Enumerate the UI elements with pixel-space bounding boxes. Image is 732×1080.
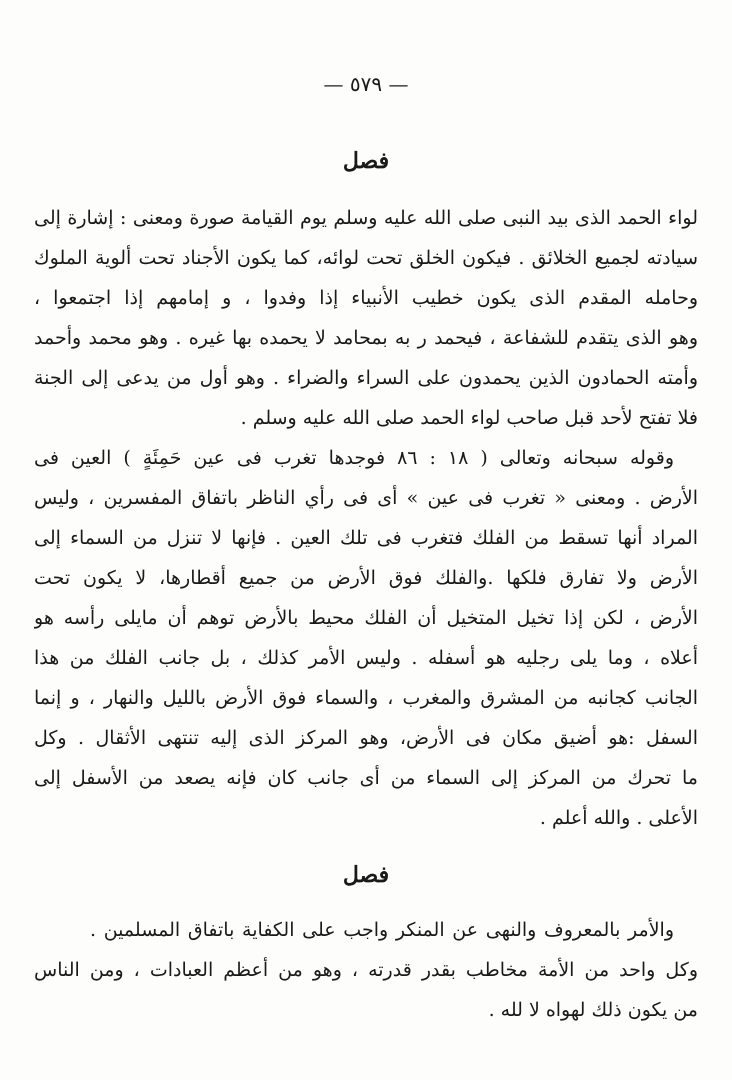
- section-heading: فصل: [342, 862, 390, 888]
- text-line: فلا تفتح لأحد قبل صاحب لواء الحمد صلى الله عليه وسلم .: [240, 407, 698, 429]
- text-line: والأمر بالمعروف والنهى عن المنكر واجب على الكفاية باتفاق المسلمين .: [90, 919, 674, 941]
- text-line: ما تحرك من المركز إلى السماء من أى جانب كان فإنه يصعد من الأسفل إلى: [34, 767, 698, 789]
- text-line: الأعلى . والله أعلم .: [539, 807, 698, 829]
- text-line: المراد أنها تسقط من الفلك فتغرب فى تلك العين . فإنها لا تنزل من السماء إلى: [34, 527, 698, 549]
- text-line: سيادته لجميع الخلائق . فيكون الخلق تحت لوائه، كما يكون الأجناد تحت ألوية الملوك: [34, 247, 698, 269]
- text-line: وهو الذى يتقدم للشفاعة ، فيحمد ر به بمحامد لا يحمده بها غيره . وهو محمد وأحمد: [34, 327, 698, 349]
- text-line: الجانب كجانبه من المشرق والمغرب ، والسماء فوق الأرض بالليل والنهار ، و إنما: [34, 687, 698, 709]
- text-line: وحامله المقدم الذى يكون خطيب الأنبياء إذا وفدوا ، و إمامهم إذا اجتمعوا ،: [34, 287, 698, 309]
- text-line: وكل واحد من الأمة مخاطب بقدر قدرته ، وهو من أعظم العبادات ، ومن الناس: [34, 959, 698, 981]
- text-line: أعلاه ، وما يلى رجليه هو أسفله . وليس الأمر كذلك ، بل جانب الفلك من هذا: [34, 647, 698, 669]
- text-line: الأرض . ومعنى « تغرب فى عين » أى فى رأي الناظر باتفاق المفسرين ، وليس: [34, 487, 698, 509]
- text-line: من يكون ذلك لهواه لا لله .: [488, 999, 698, 1021]
- text-line: وأمته الحمادون الذين يحمدون على السراء والضراء . وهو أول من يدعى إلى الجنة: [34, 367, 698, 389]
- text-line: السفل :هو أضيق مكان فى الأرض، وهو المركز الذى إليه تنتهى الأثقال . وكل: [34, 727, 698, 749]
- section-heading: فصل: [342, 148, 390, 174]
- page-number: — ٥٧٩ —: [323, 72, 409, 96]
- text-line: وقوله سبحانه وتعالى ( ١٨ : ٨٦ فوجدها تغرب فى عين حَمِئَةٍ ) العين فى: [34, 447, 674, 469]
- text-line: الأرض ، لكن إذا تخيل المتخيل أن الفلك محيط بالأرض توهم أن مايلى رأسه هو: [34, 607, 698, 629]
- text-line: لواء الحمد الذى بيد النبى صلى الله عليه وسلم يوم القيامة صورة ومعنى : إشارة إلى: [34, 207, 698, 229]
- text-line: الأرض ولا تفارق فلكها .والفلك فوق الأرض من جميع أقطارها، لا يكون تحت: [34, 567, 698, 589]
